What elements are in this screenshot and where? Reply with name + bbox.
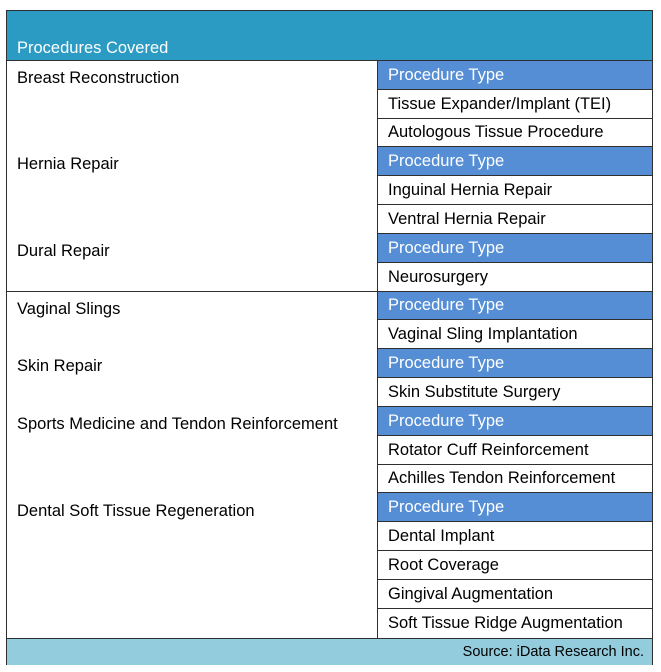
procedure-label-breast-reconstruction: Breast Reconstruction — [17, 69, 180, 87]
procedure-type-item: Gingival Augmentation — [378, 580, 652, 609]
procedure-type-item: Ventral Hernia Repair — [378, 205, 652, 234]
procedure-label-hernia-repair: Hernia Repair — [17, 155, 119, 173]
procedure-type-item: Inguinal Hernia Repair — [378, 176, 652, 205]
procedures-table — [6, 10, 653, 665]
procedure-type-header: Procedure Type — [378, 493, 652, 522]
procedure-type-item: Achilles Tendon Reinforcement — [378, 465, 652, 493]
procedure-type-item: Autologous Tissue Procedure — [378, 119, 652, 147]
procedure-type-item: Skin Substitute Surgery — [378, 378, 652, 407]
procedure-label-dental-soft-tissue: Dental Soft Tissue Regeneration — [17, 502, 255, 520]
procedure-label-sports-medicine: Sports Medicine and Tendon Reinforcement — [17, 415, 338, 433]
table-footer — [7, 638, 652, 665]
procedure-label-dural-repair: Dural Repair — [17, 242, 110, 260]
procedure-type-header: Procedure Type — [378, 349, 652, 378]
procedure-type-header: Procedure Type — [378, 234, 652, 263]
procedure-label-vaginal-slings: Vaginal Slings — [17, 300, 121, 318]
source-note: Source: iData Research Inc. — [462, 644, 644, 660]
procedure-type-header: Procedure Type — [378, 292, 652, 320]
procedure-type-header: Procedure Type — [378, 147, 652, 176]
procedure-type-item: Vaginal Sling Implantation — [378, 320, 652, 349]
procedure-type-item: Neurosurgery — [378, 263, 652, 292]
procedure-type-header: Procedure Type — [378, 61, 652, 90]
table-header — [7, 11, 652, 61]
procedure-type-item: Tissue Expander/Implant (TEI) — [378, 90, 652, 119]
procedure-label-skin-repair: Skin Repair — [17, 357, 103, 375]
table-title: Procedures Covered — [17, 39, 169, 57]
procedure-type-header: Procedure Type — [378, 407, 652, 436]
section-divider — [7, 291, 378, 292]
procedure-type-item: Rotator Cuff Reinforcement — [378, 436, 652, 465]
procedure-type-item: Soft Tissue Ridge Augmentation — [378, 609, 652, 638]
procedure-type-item: Dental Implant — [378, 522, 652, 551]
procedure-type-item: Root Coverage — [378, 551, 652, 580]
